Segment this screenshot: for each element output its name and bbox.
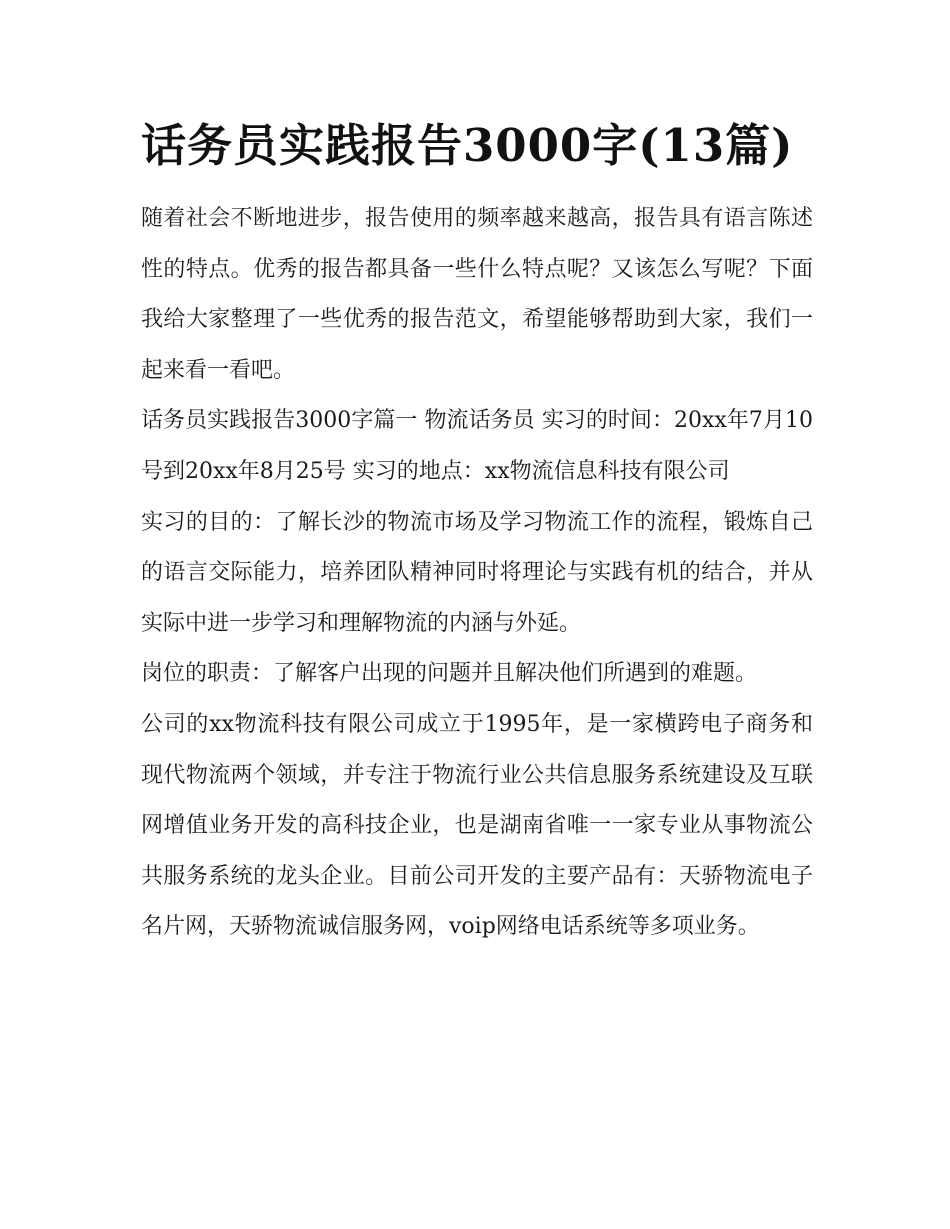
paragraph-internship-purpose: 实习的目的：了解长沙的物流市场及学习物流工作的流程，锻炼自己的语言交际能力，培养团队精神同时将理论与实践有机的结合，并从实际中进一步学习和理解物流的内涵与外延。 [141, 509, 813, 636]
paragraph-intro: 随着社会不断地进步，报告使用的频率越来越高，报告具有语言陈述性的特点。优秀的报告都具备一些什么特点呢？又该怎么写呢？下面我给大家整理了一些优秀的报告范文，希望能够帮助到大家，我们一起来看一看吧。 [141, 206, 813, 383]
paragraph-job-duties: 岗位的职责：了解客户出现的问题并且解决他们所遇到的难题。 [141, 661, 758, 687]
paragraph-company-profile: 公司的xx物流科技有限公司成立于1995年，是一家横跨电子商务和现代物流两个领域，并专注于物流行业公共信息服务系统建设及互联网增值业务开发的高科技企业，也是湖南省唯一一家专业从事物流公共服务系统的龙头企业。目前公司开发的主要产品有：天骄物流电子名片网，天骄物流诚信服务网，voip网络电话系统等多项业务。 [141, 711, 813, 940]
document-page [141, 112, 813, 953]
paragraph-internship-info: 话务员实践报告3000字篇一 物流话务员 实习的时间：20xx年7月10号到20xx年8月25号 实习的地点：xx物流信息科技有限公司 [141, 408, 813, 484]
document-title: 话务员实践报告3000字(13篇) [141, 119, 794, 172]
